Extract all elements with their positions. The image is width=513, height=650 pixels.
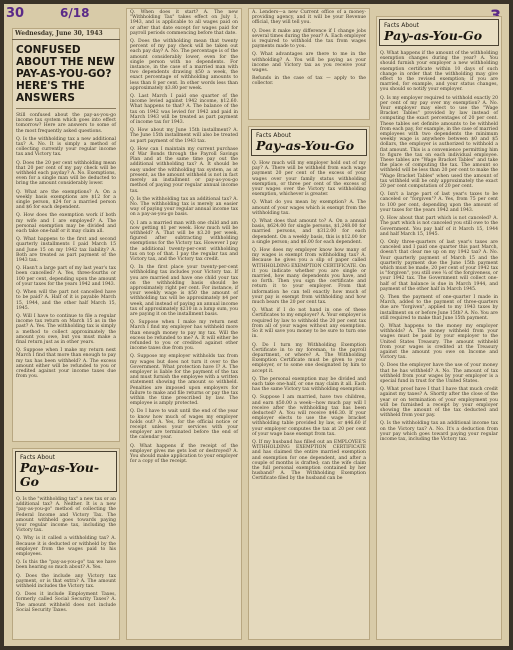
clipping-facts-about-pay-as-you-go-center	[248, 126, 370, 640]
clipping-confused-about-pay-as-you-go	[12, 28, 120, 442]
handwritten-page-number: 30	[6, 6, 25, 21]
clipping-body	[376, 49, 502, 447]
scrapbook-page	[4, 4, 509, 646]
paragraph: Q. How much will my employer hold out of my pay? A. There will be withheld from each wage payment 20 per cent of the excess of your wages over your family status withholding exemption, or three per cent of the excess of your wages over the Victory tax withholding exemption, whichever is greater.	[252, 161, 366, 198]
paragraph: Refunds in the case of tax — apply to the collector.	[252, 76, 366, 87]
paragraph: Q. Suppose my employer withholds tax from my wages but does not turn it over to the Government. What protection have I? A. The employer is liable for the payment of the tax and must furnish the employee with a written statement showing the amount so withheld. Penalties are imposed upon employers for failure to make and file returns or pay the tax within the time prescribed by law. The employee is amply protected.	[130, 354, 238, 407]
paragraph: Q. What if I do not hand in one of these Certificates to my employer? A. Your employer is required by law to withhold the 20 per cent tax from all of your wages without any exemption. So it will save you money to be sure to turn one in.	[252, 308, 366, 340]
paragraph: Q. Hasn't a large part of my last year's tax been cancelled? A. Yes, three-fourths or 100 per cent, depending upon the amount of your taxes for the years 1942 and 1943.	[16, 266, 116, 287]
paragraph: Q. When does it start? A. The new "Withholding Tax" takes effect on July 1, 1943, and is applicable to all wages paid on or after that date except for wages paid for payroll periods commencing before that date.	[130, 10, 238, 36]
paragraph: Q. I am a married man with one child and am now getting $1 per week. How much will be withheld? A. That will be $3.20 per week, figured after subtracting withholding exemptions for the Victory tax. However I pay the additional twenty-per-cent withholding tax on top of that. I pay the regular tax and Victory tax, and the Victory tax credit.	[130, 220, 238, 262]
clipping-small-qa	[248, 8, 370, 120]
paragraph: Q. How can I maintain my current purchase of War Bonds through the Payroll Savings Plan and at the same time pay out the additional withholding tax? A. It should be easy under the withholding tax system, as at present, as the amount withheld is not in fact merely an installment or pay-as-you-go method of paying your regular annual income tax.	[130, 146, 238, 194]
paragraph: Q. What advantages are there to me in the withholding? A. You will be paying as your income and Victory tax as you receive your wages.	[252, 52, 366, 74]
paragraph: Q. Is the withholding tax a new additional tax? A. No. It is simply a method of collecting currently your regular income tax and Victory tax.	[16, 136, 116, 158]
clipping-body	[12, 111, 120, 384]
paragraph: Q. Then the payment of one-quarter I made in March, added to the payment of three-quarters due are "forgiven", applied to my 1943 taxes by installment on or before June 15th? A. No. You are still required to make that June 15th payment.	[380, 294, 498, 321]
paragraph: Q. Suppose I am married, have two children, and earn $50.00 a week—how much pay will I receive after the withholding tax has been deducted? A. You will receive $46.30. If your employer elects to use the wage bracket withholding table provided by law, or $46.60 if your employer computes the tax at 20 per cent of your wage base exempt from tax.	[252, 395, 366, 437]
paragraph: Q. Do I have to wait until the end of the year to know how much of wages my employer holds out? A. Yes, for the official notice or receipt unless your services with your employer are terminated before the end of the calendar year.	[130, 409, 238, 441]
clipping-facts-about-pay-as-you-go-left	[12, 448, 120, 640]
clipping-body	[248, 8, 370, 92]
paragraph: Q. Does it include Employment Taxes, formerly called Social Security Taxes? A. The amount withheld does not include Social Security Taxes.	[16, 592, 116, 613]
clipping-body	[248, 159, 370, 487]
paragraph: Q. If my husband has filled out an EMPLOYEE'S WITHHOLDING EXEMPTION CERTIFICATE and has claimed the entire married exemption and exemption for one dependent, and after a couple of months is drafted; can the wife claim the full personal exemption contained by her husband? A. The Withholding Exemption Certificate filed by the husband can be	[252, 439, 366, 482]
paragraph: Q. Does the include any Victory tax payment, or is that extra? A. The amount withheld includes the Victory tax.	[16, 573, 116, 590]
paragraph: Q. How about my June 15th installment? A. The June 15th installment will also be treated as part payment of the 1943 tax.	[130, 128, 238, 144]
clipping-body	[126, 8, 242, 469]
clipping-headline: CONFUSED ABOUT THE NEW PAY-AS-YOU-GO? HERE'S THE ANSWERS	[16, 44, 115, 104]
clipping-title-box	[251, 129, 367, 156]
paragraph: Q. The personal exemption may be divided and each take one-half, or one may claim it all. Each has the same Victory tax withholding exemption.	[252, 376, 366, 393]
paragraph: Q. Is the withholding tax an additional tax? A. No. The withholding tax is merely an easier way of paying your regular annual income tax on a pay-as-you-go basis.	[130, 196, 238, 218]
paragraph: Q. Isn't a large part of last year's taxes to be canceled or "forgiven"? A. Yes, from 75 per cent to 100 per cent, depending upon the amount of your taxes for the years 1942 and 1943.	[380, 192, 498, 213]
paragraph: Q. Do I turn my Withholding Exemption Certificate in to my foreman, to the payroll department, or where? A. The Withholding Exemption Certificate must be given to your employer, or to some one designated by him to accept it.	[252, 342, 366, 374]
paragraph: Q. What do you mean by exemption? A. The amount of your wages which is exempt from the withholding tax.	[252, 200, 366, 216]
paragraph: Q. What does that amount to? A. On a annual basis, $624.00 for single persons, $1,248.00 for married persons, and $312.00 for each dependent. On a weekly basis, this is $12.00 for a single person; and $6.00 for each dependent.	[252, 219, 366, 245]
paragraph: Q. When will the part not cancelled have to be paid? A. Half of it is payable March 15, 1944, and the other half March 15, 1945.	[16, 290, 116, 311]
paragraph: Q. How about that part which is not canceled? A. The part which is not canceled you still owe to the Government. You pay half of it March 15, 1944 and half March 15, 1945.	[380, 216, 498, 237]
clipping-title-box	[15, 451, 117, 492]
paragraph: Q. Is this the "pay-as-you-go" tax we have been hearing so much about? A. Yes.	[16, 560, 116, 571]
handwritten-date-note: 6/18	[60, 6, 90, 20]
divider	[16, 108, 116, 109]
clipping-dateline: Wednesday, June 30, 1943	[12, 28, 120, 40]
title-facts-about: Facts About	[256, 132, 292, 139]
paragraph: Q. What happens if the amount of the withholding exemption changes during the year? A. You should furnish your employer a new withholding exemption certificate within 10 days of such change in order that the withholding may give effect to the revised exemption; if you are married, for example, and your status changes, you should so notify your employer.	[380, 51, 498, 93]
paragraph: Q. How does my employer know how many of my wages is exempt from withholding tax? A. Because he gives you a slip of paper called WITHHOLDING EXEMPTION CERTIFICATE. On it you indicate whether you are single or married, how many dependents you have, and so forth. Then you sign the certificate and return it to your employer. From that information he can tell exactly how much of your pay is exempt from withholding and how much bears the 20 per cent tax.	[252, 248, 366, 306]
clipping-body	[12, 495, 120, 618]
paragraph: Q. What happens to the money my employer withholds? A. The money withheld from your wages must be paid by your employer to the United States Treasury. The amount withheld from your wages is credited at the Treasury against the amount you owe on Income and Victory tax.	[380, 323, 498, 361]
clipping-title-box	[379, 19, 499, 46]
title-pay-as-you-go: Pay-as-You-Go	[20, 460, 100, 489]
paragraph: Q. Does the withholding mean that twenty percent of my pay check will be taken out each pay day? A. No. The percentage is of the amount considerably lower, even for the single person with no dependents. For instance, in the case of a married man with two dependents drawing $50 a week, the exact percentage of withholding amounts to less than 8 per cent. In other words less than approximately $3.80 per week.	[130, 39, 238, 91]
paragraph: Q. Is the withholding tax an additional income tax on the Victory tax? A. No. It's a deduction from your pay which goes toward paying your regular income tax, including the Victory tax.	[380, 421, 498, 443]
paragraph: Q. Last March I paid one quarter of the income levied against 1942 income, $12.60. What happens to that? A. The balance of the tax on 1942 was levied for 1942 and paid in March 1943 will be treated as part payment of income tax for 1943.	[130, 94, 238, 126]
paragraph: Q. Suppose when I make my return next March I find my employer has withheld more than enough money to pay my tax. Will the excess be refunded to me? A. It will either be refunded to you or credited against other income taxes due from you.	[130, 320, 238, 352]
paragraph: A. Lenders—a new Current office of a money-providing agency, and it will be your Revenue official, they will tell you.	[252, 10, 366, 26]
paragraph: Q. Only three-quarters of last year's taxes are canceled and I paid one quarter this past March, doesn't that clear me up on my 1942 tax? A. No. Your quarterly payment of March 15 and the quarterly payment due the June 15th payment which must be made, 20 per cent of your 1942 tax is "forgiven", you still owe ¼ of the forgiveness, or your 1942 tax. The Government will collect one-half of that balance is due in March 1944, and payment of the other half in March 1945.	[380, 239, 498, 292]
paragraph: Q. Does it make any difference if I change jobs several times during the year? A. Each employer is required to withhold the tax from wages payments made to you.	[252, 28, 366, 50]
paragraph: Q. What happens if the receipt of the employer gives me gets lost or destroyed? A. You should make application to your employer for a copy of the receipt.	[130, 443, 238, 465]
paragraph: Q. In the first place your twenty-per-cent withholding tax includes your Victory tax. If you are married and have one child your tax on the withholding basis should be approximately right per cent. For instance, if your weekly wage is $50 the amount of withholding tax will be approximately $4 per week, and instead of paying an annual income tax of approximately $210 in a lump sum, you are paying it on the installment basis.	[130, 265, 238, 317]
paragraph: Still confused about the pay-as-you-go income tax system which goes into effect tomorrow? Here are answers to some of the most frequently asked questions.	[16, 113, 116, 134]
paragraph: Q. What are the exemptions? A. On a weekly basis exemptions are $12 for a single person, $24 for a married person and $6 for each dependent.	[16, 189, 116, 211]
title-facts-about: Facts About	[384, 22, 420, 29]
clipping-facts-about-pay-as-you-go-right	[376, 16, 502, 640]
title-pay-as-you-go: Pay-as-You-Go	[384, 28, 483, 43]
paragraph: Q. Does the 20 per cent withholding mean that 20 per cent of my pay check will be withheld each payday? A. No. Exemptions, even for a single man will be deducted to bring the amount considerably lower.	[16, 160, 116, 187]
paragraph: Q. Is my employer required to withhold exactly 20 per cent of my pay over my exemption? A. No. Your employer may elect to use the "Wage Bracket Tables" provided by law instead of computing the exact percentages of 20 per cent. These tables set definite amounts to be withheld from each pay, for example, in the case of married employees with two dependents the minimum weekly wage is anywhere between $0 and $5 dollars, the employer is authorized to withhold a flat amount. This is a convenience permitting him to figure the tax on each individual employee. These tables are "Wage Bracket Tables" and take the place of computing the tax. The amount so withheld will be less than 20 per cent to make the "Wage Bracket Tables" when used the amount of tax withheld will be only approximately the exact 20 per cent computation of 20 per cent.	[380, 95, 498, 190]
title-facts-about: Facts About	[20, 454, 56, 461]
paragraph: Q. Is the "withholding tax" a new tax or an additional tax? A. Neither. It is a new "pay-as-you-go" method of collecting the Federal Income and Victory Tax. The amount withheld goes towards paying your regular income tax, including the Victory tax.	[16, 497, 116, 534]
paragraph: Q. Will I have to continue to file a regular income tax return on March 15 as in the past? A. Yes. The withholding tax is simply a method to collect approximately the amount you owe, but you must make a final return just as in other years.	[16, 313, 116, 345]
title-pay-as-you-go: Pay-as-You-Go	[256, 138, 355, 153]
paragraph: Q. Does the employer have the use of your money that he has withheld? A. No. The amount of tax withheld from your wages by your employer is a special fund in trust for the United States.	[380, 363, 498, 384]
paragraph: Q. Suppose when I make my return next March I find that more than enough to pay my tax has been withheld? A. The excess amount either will be refunded to you or credited against your income taxes due from you.	[16, 348, 116, 380]
paragraph: Q. Why is it called a withholding tax? A. Because it is deducted or withheld by the employer from the wages paid to his employees.	[16, 536, 116, 558]
clipping-qa-column	[126, 8, 242, 640]
paragraph: Q. What happens to the first and second quarterly installments I paid March 15 and June 15 on my 1942 tax liability? A. Both are treated as part payment of the 1943 tax.	[16, 237, 116, 264]
paragraph: Q. What proof have I that I have that much credit against my taxes? A. Shortly after the close of the year or on termination of your employment you will be furnished a receipt by your employer showing the amount of the tax deducted and withheld from your pay.	[380, 387, 498, 419]
paragraph: Q. How does the exemption work if both my wife and I are employed? A. The personal exemption may be divided and each take one-half or it may claim all.	[16, 213, 116, 235]
